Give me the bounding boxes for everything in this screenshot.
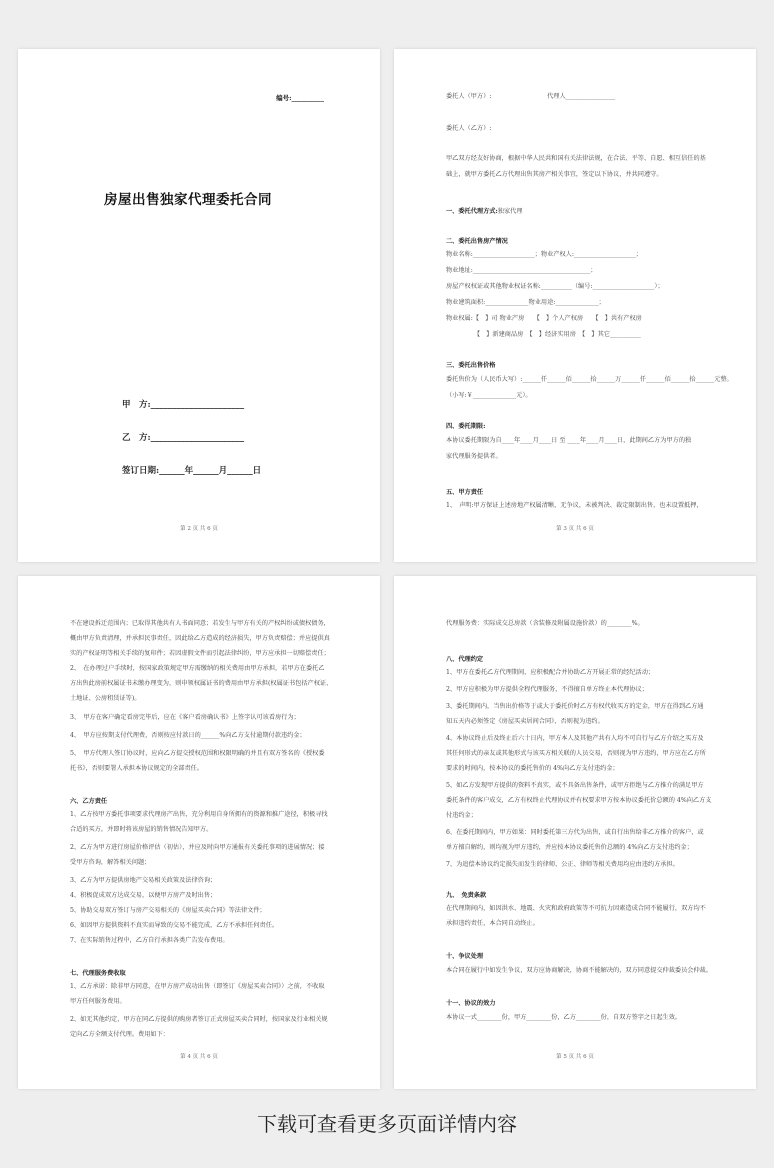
text-line: 6、在委托期间内，甲方如果：同时委托第三方代为出售，或自行出售给非乙方推介的客户，或 xyxy=(446,829,704,836)
text-line: 房屋产权权证或其他物业权证名称:__________（编号:____________________）； xyxy=(446,283,664,290)
text-line: 1、乙方按甲方委托事项要求代理房产出售，充分利用自身所拥有的资源和推广途径，积极寻找 xyxy=(70,811,328,818)
text-line: 托书》，否则要署人承担本协议规定的全部责任。 xyxy=(70,765,204,772)
party-a-line: 甲 方:______________________ xyxy=(122,400,245,410)
text-line: 本合同在履行中如发生争议，双方应协商解决，协商不能解决的，双方同意提交仲裁委员会仲裁。 xyxy=(446,967,713,974)
text-line: 定向乙方全额支付代理。费用如下： xyxy=(70,1031,169,1038)
text-line: 2、乙方为甲方进行房屋价格评估（初估），并应及时向甲方通报有关委托事项的进展情况；接 xyxy=(70,844,325,851)
text-line: 本协议一式________份，甲方________份，乙方________份，自双方签字之日起生效。 xyxy=(446,1014,682,1021)
page-2 xyxy=(394,49,756,562)
text-line: 物业权属:【 】司 物业产房 【 】个人产权房 【 】共有产权房 xyxy=(446,315,642,322)
text-line: 委托人（乙方）: xyxy=(446,125,492,132)
text-line: 1、乙方承诺：除非甲方同意，在甲方房产成功出售（即签订《房屋买卖合同》）之前，不收取 xyxy=(70,983,325,990)
text-line: 础上，就甲方委托乙方代理出售其房产相关事宜，签定以下协议，并共同遵守。 xyxy=(446,171,663,178)
section-extra: 独家代理 xyxy=(497,208,523,215)
text-line: 5、 甲方代理人签订协议时，应向乙方提交授权范围和权限明确的并且有双方签名的《授权委 xyxy=(70,750,325,757)
text-line: 物业地址:______________________________________； xyxy=(446,267,597,274)
text-line: 4、本协议终止后及终止后六十日内，甲方本人及其他产共有人均不可自行与乙方介绍之买方及 xyxy=(446,735,704,742)
text-line: 物业建筑面积:______________物业用途:______________； xyxy=(446,299,605,306)
text-line: 在代理期间内，如因洪水、地震、火灾和政府政策等不可抗力因素造成合同不能履行，双方均不 xyxy=(446,905,706,912)
section-heading: 八、代理约定 xyxy=(446,656,484,663)
text-line: 2、甲方应积极为甲方提供全程代理服务，不得擅自单方终止本代理协议； xyxy=(446,686,648,693)
section-heading: 九、 免责条款 xyxy=(446,892,487,899)
text-line: 土地证、公房租赁证等)。 xyxy=(70,695,141,702)
page-3 xyxy=(18,576,380,1089)
text-line: 7、为追偿本协议约定损失而发生的律师、公正、律师等相关费用均应由违约方承担。 xyxy=(446,861,679,868)
text-line: 5、如乙方发现甲方提供的资料不真实，或不具备出售条件，或甲方拒绝与乙方推介的满足甲方 xyxy=(446,782,704,789)
text-line: 委托人（甲方）: 代理人________________ xyxy=(446,93,616,100)
text-line: 4、积极促成双方达成交易，以便甲方房产及时出售； xyxy=(70,892,217,899)
text-line: 单方擅自解约，则均视为甲方违约，并应按本协议委托售价总额的 4%向乙方支付违约金； xyxy=(446,844,693,851)
page-cover xyxy=(18,49,380,562)
text-line: 方出售此房前权属证书未缴办理变为，则申领权属证书的费用由甲方承担(权属证书包括产权证、 xyxy=(70,680,333,687)
contract-number: 编号:__________ xyxy=(276,94,324,102)
text-line: 要求的时间内，按本协议的委托售价的 4%向乙方支付违约金； xyxy=(446,765,619,772)
text-line: 3、 甲方在客户确定看房完毕后，应在《客户看房确认书》上签字认可该看房行为； xyxy=(70,714,300,721)
text-line: 其任何形式的亲友或其他形式与该买方相关联的人员交易，否则视为甲方违约，甲方应在乙方所 xyxy=(446,750,706,757)
sign-date-line: 签订日期:______年______月______日 xyxy=(122,466,262,476)
text-line: 概由甲方负责清理，并承担民事责任，因此给乙方造成的经济损失，甲方负责赔偿；并应提供真 xyxy=(70,635,330,642)
text-line: 知五天内必须签定《房屋买卖居间合同》，否则视为违约。 xyxy=(446,718,604,725)
text-line: 甲乙双方经友好协商，根据中华人民共和国有关法律法规，在合法、平等、自愿、相互信任的基 xyxy=(446,155,706,162)
text-line: 物业名称:____________________；物业产权人:____________________； xyxy=(446,251,642,258)
text-line: 2、如无其他约定，甲方在同乙方提供的购房者签订正式房屋买卖合同时，按国家及行业相关规 xyxy=(70,1016,328,1023)
text-line: 2、 在办理过户手续时，按国家政策规定甲方需缴纳的相关费用由甲方承担，若甲方在委托乙 xyxy=(70,665,325,672)
download-more-banner[interactable]: 下载可查看更多页面详情内容 xyxy=(257,1112,517,1136)
section-heading: 十一、协议的效力 xyxy=(446,1000,496,1007)
text-line: 1、 声明:甲方保证上述房地产权属清晰，无争议，未被判决、裁定限制出售，也未设置抵押， xyxy=(446,502,703,509)
text-line: 【 】新建商品房 【 】经济实用房 【 】其它__________ xyxy=(446,331,641,338)
section-heading: 十、争议处理 xyxy=(446,953,484,960)
page-footer: 第 2 页 共 6 页 xyxy=(180,526,218,532)
page-footer: 第 4 页 共 6 页 xyxy=(180,1054,218,1060)
text-line: 实的产权证明等相关手续的复印件；若因虚假文件而引起法律纠纷，甲方应承担一切赔偿责任； xyxy=(70,650,330,657)
page-footer: 第 5 页 共 6 页 xyxy=(556,1054,594,1060)
text-line: （小写:￥______________元）。 xyxy=(446,392,532,399)
text-line: 家代理服务提供者。 xyxy=(446,453,502,460)
text-line: 1、甲方在委托乙方代理期间，应积极配合并协助乙方开展正常的经纪活动； xyxy=(446,669,655,676)
text-line: 合适的买方，并即时将该房屋的销售情况告知甲方。 xyxy=(70,826,213,833)
section-heading: 一、委托代理方式:独家代理 xyxy=(446,208,523,215)
text-line: 3、委托期间内，当售出价格等于或大于委托价时乙方有权代收买方的定金，甲方在得到乙方通 xyxy=(446,703,704,710)
section-heading: 二、委托出售房产情况 xyxy=(446,238,508,245)
text-line: 不在建设拆迁范围内；已取得其他共有人书面同意；若发生与甲方有关的产权纠纷或债权债务， xyxy=(70,620,330,627)
text-line: 承担违约责任，本合同自动终止。 xyxy=(446,920,539,927)
section-heading: 六、乙方责任 xyxy=(70,798,108,805)
page-footer: 第 3 页 共 6 页 xyxy=(556,526,594,532)
party-b-line: 乙 方:______________________ xyxy=(122,433,245,443)
text-line: 受甲方咨询，解答相关问题； xyxy=(70,859,151,866)
section-heading: 四、委托期限: xyxy=(446,423,486,430)
section-heading: 七、代理服务费收取 xyxy=(70,970,126,977)
section-heading: 五、甲方责任 xyxy=(446,489,484,496)
text-line: 4、 甲方应按期支付代理费，否则按应付款日的______%向乙方支付逾期付款违约金； xyxy=(70,732,306,739)
text-line: 5、协助交易双方签订与房产交易相关的《房屋买卖合同》等法律文件； xyxy=(70,907,266,914)
text-line: 委托售价为（人民币大写）:______仟______佰______拾______万______仟______佰______拾______元整。 xyxy=(446,376,733,383)
text-line: 本协议委托期限为自____年____月____日 至 ____年____月____日，此期间乙方为甲方的独 xyxy=(446,437,692,444)
contract-title: 房屋出售独家代理委托合同 xyxy=(104,192,272,208)
text-line: 3、乙方为甲方提供房地产交易相关政策及法律咨询； xyxy=(70,877,217,884)
section-heading: 三、委托出售价格 xyxy=(446,362,496,369)
page-4 xyxy=(394,576,756,1089)
text-line: 甲方任何服务费用。 xyxy=(70,998,126,1005)
text-line: 7、在实际销售过程中，乙方自行承担各类广告发布费用。 xyxy=(70,937,229,944)
text-line: 付违约金； xyxy=(446,812,477,819)
text-line: 代理服务费：实际成交总房款（含装修及附属设施价款）的________%。 xyxy=(446,620,644,627)
text-line: 委托条件的客户成交，乙方有权终止代理协议并有权要求甲方按本协议委托价总额的 4%向乙方支 xyxy=(446,797,712,804)
text-line: 6、如因甲方提供资料不真实而导致的交易不能完成，乙方不承担任何责任。 xyxy=(70,922,279,929)
